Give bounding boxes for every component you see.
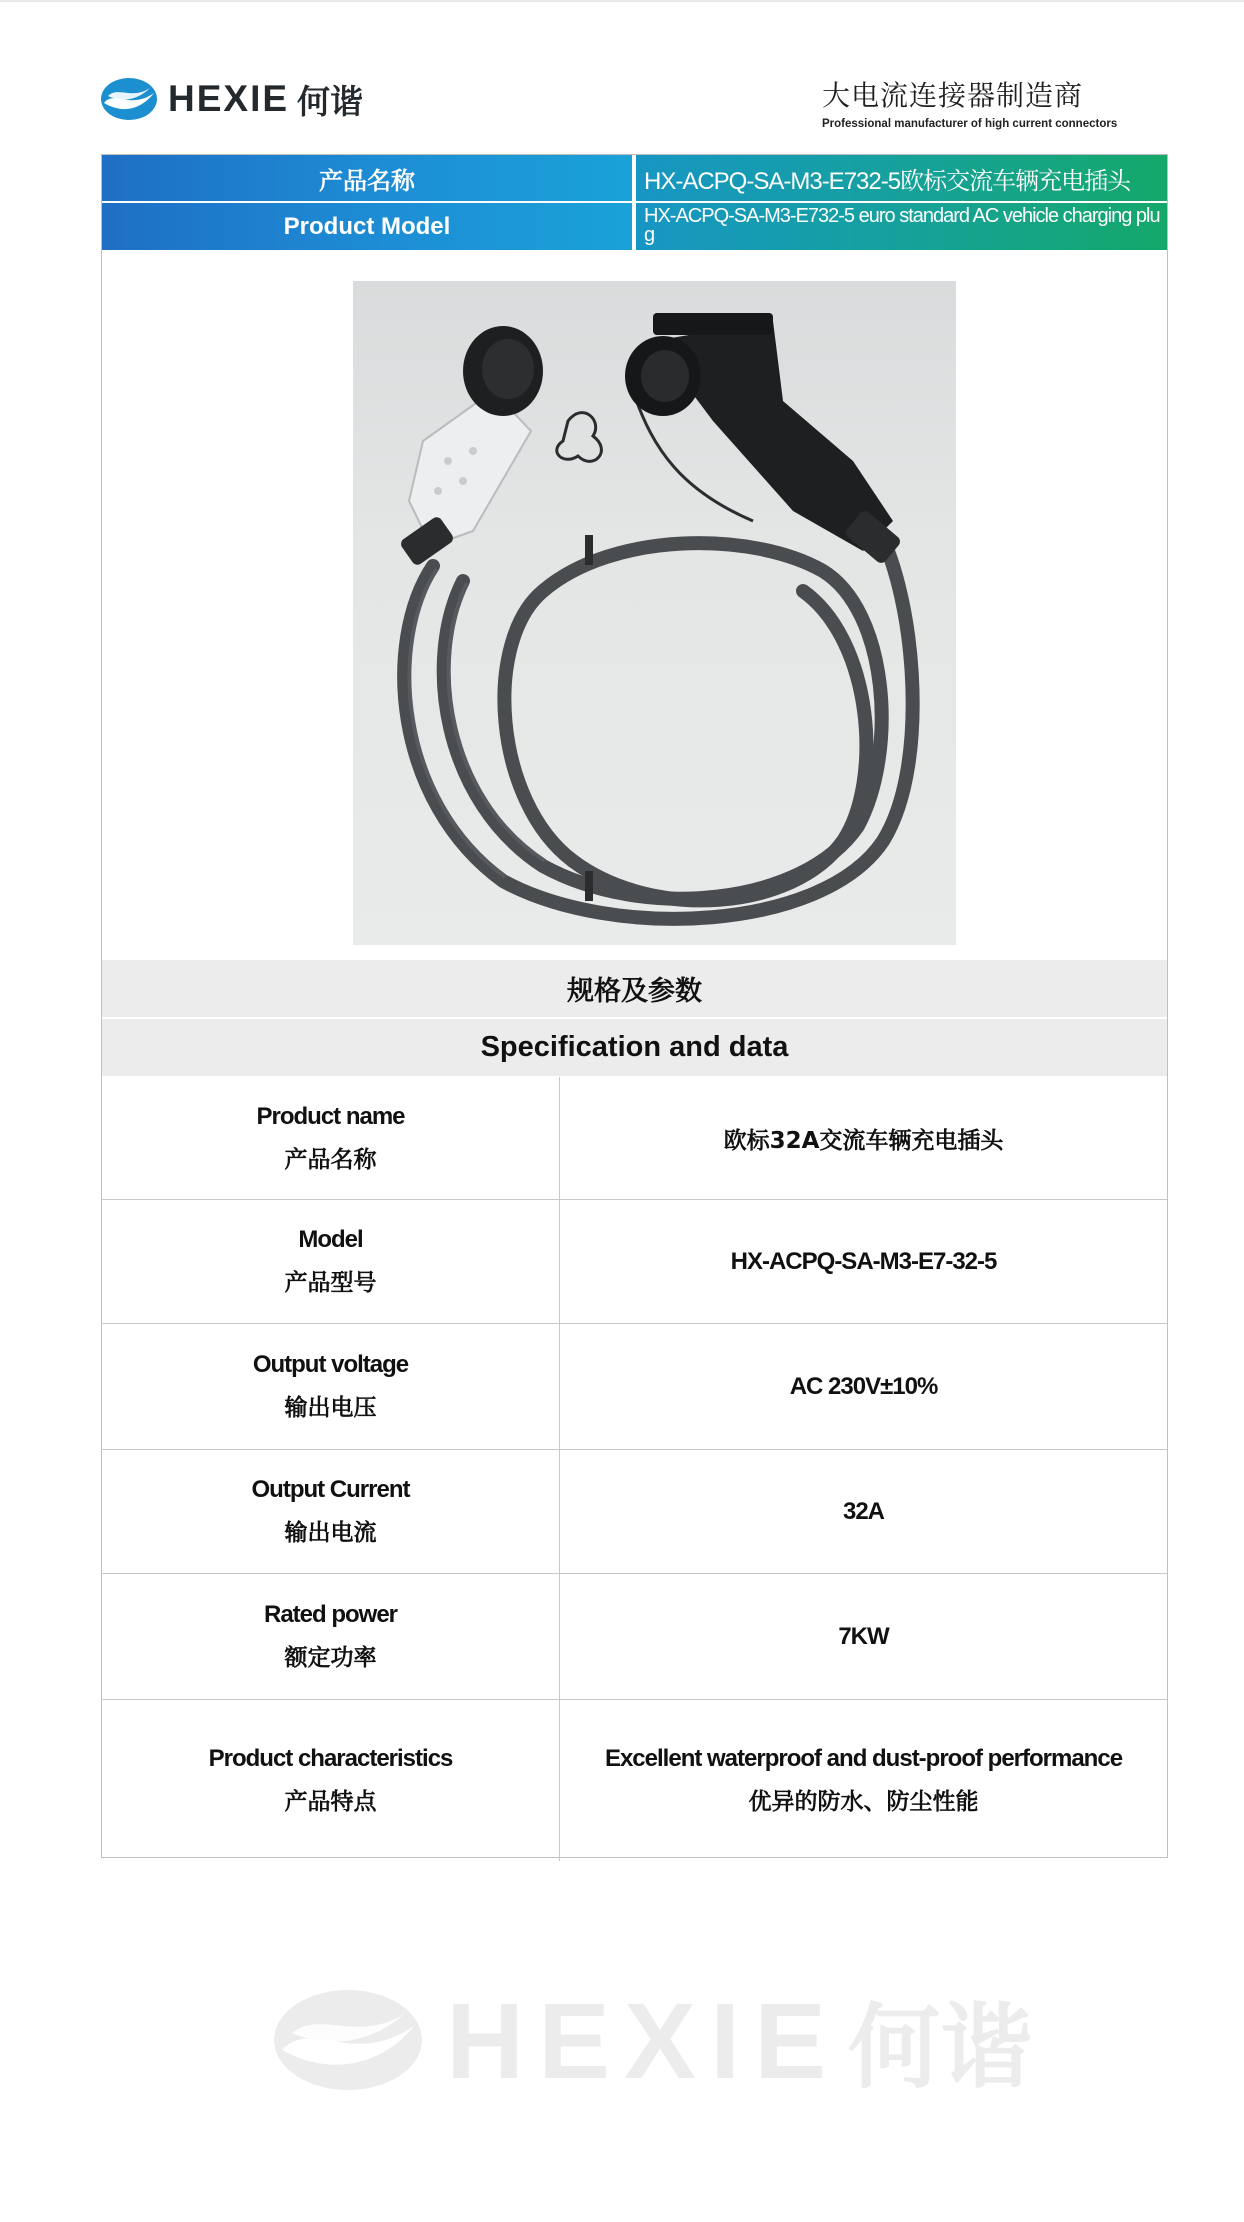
table-row bbox=[102, 1700, 1167, 1861]
footer-watermark bbox=[272, 1979, 1033, 2101]
product-model-label: Product Model bbox=[102, 203, 632, 250]
tagline-english: Professional manufacturer of high current connectors bbox=[822, 118, 1118, 130]
product-name-row bbox=[102, 155, 1167, 201]
hexie-swoosh-watermark-icon bbox=[272, 1988, 424, 2093]
brand-logo bbox=[100, 74, 363, 124]
table-row bbox=[102, 1574, 1167, 1700]
table-row bbox=[102, 1077, 1167, 1200]
product-name-value: HX-ACPQ-SA-M3-E732-5欧标交流车辆充电插头 bbox=[636, 155, 1167, 201]
logo-chinese: 何谐 bbox=[297, 81, 364, 121]
row-label: Product name 产品名称 bbox=[102, 1077, 560, 1199]
row-label: Product characteristics 产品特点 bbox=[102, 1700, 560, 1861]
row-value: 7KW bbox=[838, 1622, 889, 1650]
row-label: Output voltage 输出电压 bbox=[102, 1324, 560, 1449]
tagline-chinese: 大电流连接器制造商 bbox=[822, 79, 1084, 112]
table-row bbox=[102, 1200, 1167, 1324]
row-value: Excellent waterproof and dust-proof performance 优异的防水、防尘性能 bbox=[604, 1745, 1123, 1815]
row-value: AC 230V±10% bbox=[789, 1372, 938, 1400]
row-label: Output Current 输出电流 bbox=[102, 1450, 560, 1573]
product-photo bbox=[353, 281, 956, 945]
product-name-label: 产品名称 bbox=[102, 155, 632, 201]
product-model-row bbox=[102, 203, 1167, 250]
watermark-chinese: 何谐 bbox=[848, 1994, 1033, 2101]
row-label: Model 产品型号 bbox=[102, 1200, 560, 1323]
spec-table bbox=[102, 1077, 1167, 1861]
row-value: HX-ACPQ-SA-M3-E7-32-5 bbox=[730, 1247, 997, 1275]
top-divider bbox=[0, 0, 1244, 2]
logo-wordmark: HEXIE bbox=[168, 78, 290, 119]
watermark-wordmark: HEXIE bbox=[446, 1979, 841, 2101]
table-row bbox=[102, 1324, 1167, 1450]
charging-cable-photo bbox=[353, 281, 956, 945]
row-value: 32A bbox=[842, 1497, 885, 1525]
product-model-value: HX-ACPQ-SA-M3-E732-5 euro standard AC vehicle charging plug bbox=[636, 203, 1167, 250]
row-value: 欧标32A交流车辆充电插头 bbox=[723, 1127, 1004, 1154]
row-label: Rated power 额定功率 bbox=[102, 1574, 560, 1699]
hexie-swoosh-logo-icon bbox=[100, 76, 158, 122]
spec-title-cn: 规格及参数 bbox=[102, 960, 1167, 1017]
company-tagline bbox=[822, 74, 1152, 130]
table-row bbox=[102, 1450, 1167, 1574]
spec-title-en: Specification and data bbox=[102, 1019, 1167, 1076]
